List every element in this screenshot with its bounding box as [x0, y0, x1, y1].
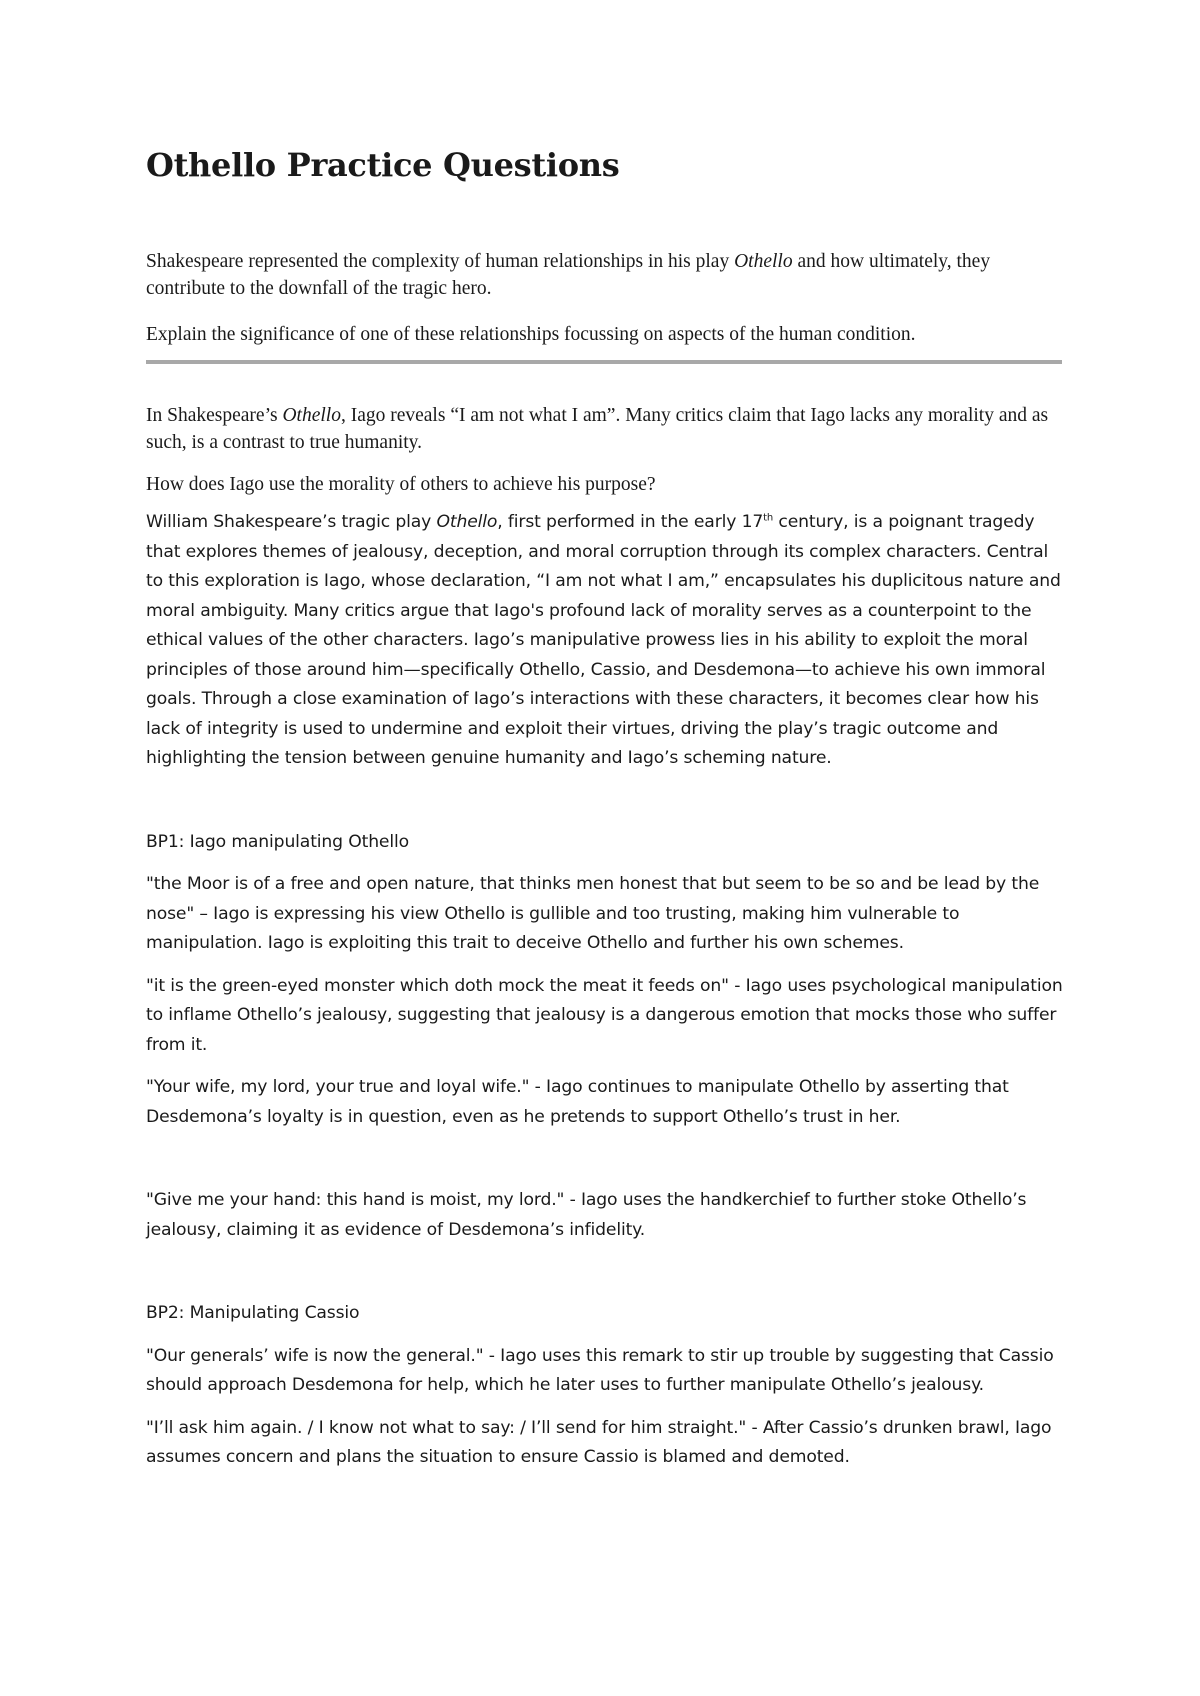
- prompt1-paragraph: [146, 248, 1066, 302]
- intro-text: William Shakespeare’s tragic play: [146, 512, 437, 533]
- prompt2-text-end: , Iago reveals “I am not what I am”. Many critics claim that Iago lacks any morality and as such, is a contrast to true humanity.: [146, 405, 1049, 454]
- prompt1-task: Explain the significance of one of these relationships focussing on aspects of the human condition.: [146, 324, 916, 346]
- prompt2-text: In Shakespeare’s: [146, 405, 283, 427]
- bp2-heading: BP2: Manipulating Cassio: [146, 1303, 360, 1324]
- intro-paragraph: [146, 508, 1066, 774]
- intro-italic-title: Othello: [436, 512, 498, 533]
- page-title: Othello Practice Questions: [146, 146, 620, 184]
- document-page: [146, 140, 1066, 1473]
- bp2-quote-1: "Our generals’ wife is now the general." - Iago uses this remark to stir up trouble by suggesting that Cassio should approach Desdemona for help, which he later uses to further manipulate Othello’s jealousy.: [146, 1345, 1054, 1396]
- horizontal-divider: [146, 360, 1062, 364]
- intro-text-mid: , first performed in the early 17: [497, 512, 764, 533]
- bp1-heading: BP1: Iago manipulating Othello: [146, 831, 409, 852]
- prompt1-text-end: and how ultimately, they contribute to the downfall of the tragic hero.: [146, 251, 991, 300]
- intro-superscript: th: [763, 512, 774, 524]
- bp1-quote-3: "Your wife, my lord, your true and loyal wife." - Iago continues to manipulate Othello by asserting that Desdemona’s loyalty is in question, even as he pretends to support Othello’s trust in her.: [146, 1077, 1009, 1127]
- bp2-quote-2: "I’ll ask him again. / I know not what to say: / I’ll send for him straight." - After Cassio’s drunken brawl, Iago assumes concern and plans the situation to ensure Cassio is blamed and demoted.: [146, 1417, 1052, 1468]
- prompt1-text: Shakespeare represented the complexity of human relationships in his play: [146, 251, 735, 273]
- bp1-quote-2: "it is the green-eyed monster which doth mock the meat it feeds on" - Iago uses psychological manipulation to inflame Othello’s jealousy, suggesting that jealousy is a dangerous emotion that mocks those who suffer from it.: [146, 975, 1063, 1055]
- prompt2-question: How does Iago use the morality of others to achieve his purpose?: [146, 474, 656, 496]
- bp1-quote-4: "Give me your hand: this hand is moist, my lord." - Iago uses the handkerchief to further stoke Othello’s jealousy, claiming it as evidence of Desdemona’s infidelity.: [146, 1190, 1027, 1240]
- bp1-quote-1: "the Moor is of a free and open nature, that thinks men honest that but seem to be so and be lead by the nose" – Iago is expressing his view Othello is gullible and too trusting, making him vulnerable to manipulation. Iago is exploiting this trait to deceive Othello and further his own schemes.: [146, 874, 1040, 954]
- prompt1-italic-title: Othello: [734, 251, 793, 273]
- prompt2-paragraph: [146, 402, 1066, 456]
- prompt2-italic-title: Othello: [282, 405, 341, 427]
- intro-text-end: century, is a poignant tragedy that explores themes of jealousy, deception, and moral corruption through its complex characters. Central to this exploration is Iago, whose declaration, “I am not what I am,” encapsulates his duplicitous nature and moral ambiguity. Many critics argue that Iago's profound lack of morality serves as a counterpoint to the ethical values of the other characters. Iago’s manipulative prowess lies in his ability to exploit the moral principles of those around him—specifically Othello, Cassio, and Desdemona—to achieve his own immoral goals. Through a close examination of Iago’s interactions with these characters, it becomes clear how his lack of integrity is used to undermine and exploit their virtues, driving the play’s tragic outcome and highlighting the tension between genuine humanity and Iago’s scheming nature.: [146, 512, 1061, 769]
